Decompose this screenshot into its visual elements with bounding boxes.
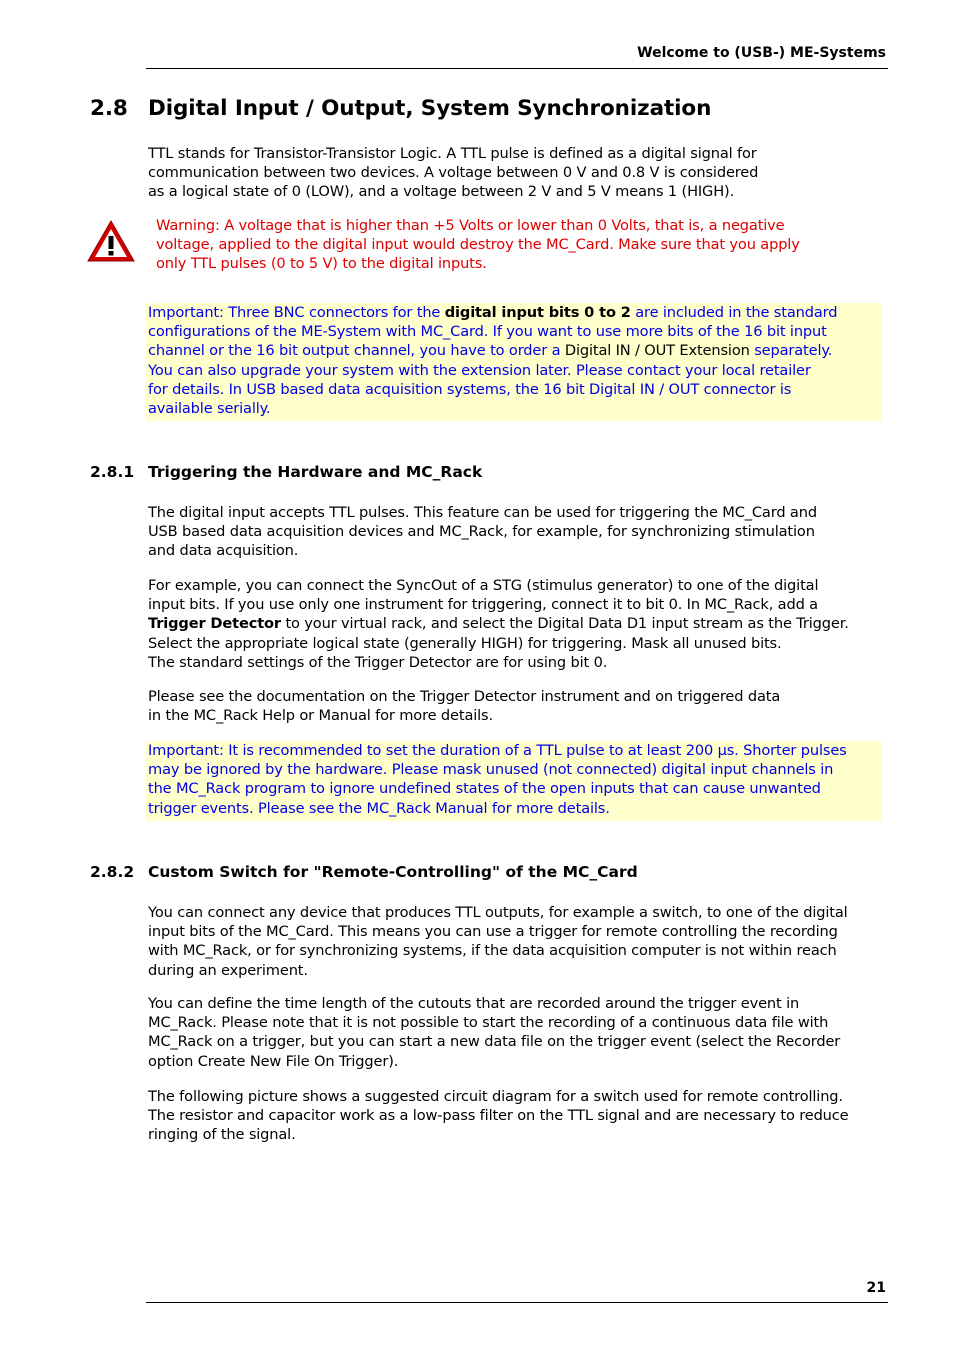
subsection-number: 2.8.1 xyxy=(90,463,135,481)
text-line: Please see the documentation on the Trigger Detector instrument and on triggered data xyxy=(148,688,781,705)
running-header: Welcome to (USB-) ME-Systems xyxy=(637,45,886,61)
text-line: TTL stands for Transistor-Transistor Logic. A TTL pulse is defined as a digital signal for xyxy=(148,145,757,162)
text-line: for details. In USB based data acquisition systems, the 16 bit Digital IN / OUT connector is xyxy=(148,380,792,398)
text-line: trigger events. Please see the MC_Rack Manual for more details. xyxy=(148,799,610,817)
text-line: Trigger Detector to your virtual rack, and select the Digital Data D1 input stream as the Trigger. xyxy=(148,615,849,633)
important-note xyxy=(146,303,882,421)
text-line: in the MC_Rack Help or Manual for more details. xyxy=(148,707,493,725)
intro-paragraph xyxy=(148,144,888,202)
page-number: 21 xyxy=(866,1280,886,1296)
text-line: input bits. If you use only one instrument for triggering, connect it to bit 0. In MC_Rack, add a xyxy=(148,596,818,614)
text-line: USB based data acquisition devices and MC_Rack, for example, for synchronizing stimulation xyxy=(148,523,815,541)
text-line: Important: It is recommended to set the duration of a TTL pulse to at least 200 µs. Shorter pulses xyxy=(148,742,847,759)
paragraph xyxy=(148,1087,888,1145)
paragraph xyxy=(148,994,888,1071)
paragraph xyxy=(148,687,888,725)
text-line: option Create New File On Trigger). xyxy=(148,1052,399,1070)
emphasis: Trigger Detector xyxy=(148,615,281,633)
text-line: The resistor and capacitor work as a low-pass filter on the TTL signal and are necessary to reduce xyxy=(148,1107,849,1125)
text-line: the MC_Rack program to ignore undefined states of the open inputs that can cause unwanted xyxy=(148,780,821,798)
text-line: The standard settings of the Trigger Detector are for using bit 0. xyxy=(148,653,608,671)
subsection-heading xyxy=(90,863,638,881)
paragraph xyxy=(148,576,888,672)
text-line: The following picture shows a suggested circuit diagram for a switch used for remote controlling. xyxy=(148,1088,843,1105)
emphasis: digital input bits 0 to 2 xyxy=(444,304,631,321)
text-line: ringing of the signal. xyxy=(148,1126,296,1144)
text-line: input bits of the MC_Card. This means you can use a trigger for remote controlling the recording xyxy=(148,923,838,941)
text-line: configurations of the ME-System with MC_Card. If you want to use more bits of the 16 bit input xyxy=(148,323,827,341)
subsection-title: Custom Switch for "Remote-Controlling" of the MC_Card xyxy=(148,863,638,881)
text-line: and data acquisition. xyxy=(148,542,299,560)
text-line: during an experiment. xyxy=(148,961,308,979)
text-line: voltage, applied to the digital input would destroy the MC_Card. Make sure that you apply xyxy=(156,236,800,254)
text-line: as a logical state of 0 (LOW), and a voltage between 2 V and 5 V means 1 (HIGH). xyxy=(148,183,735,201)
paragraph xyxy=(148,503,888,561)
paragraph xyxy=(148,903,888,980)
text-line: only TTL pulses (0 to 5 V) to the digital inputs. xyxy=(156,255,487,273)
text-line: available serially. xyxy=(148,400,271,418)
subsection-heading xyxy=(90,463,482,481)
header-rule xyxy=(146,68,888,69)
text-line: You can also upgrade your system with the extension later. Please contact your local retailer xyxy=(148,361,811,379)
subsection-title: Triggering the Hardware and MC_Rack xyxy=(148,463,483,481)
section-title: Digital Input / Output, System Synchronization xyxy=(148,96,712,121)
warning-triangle-icon xyxy=(86,218,136,264)
text-line: Important: Three BNC connectors for the digital input bits 0 to 2 are included in the standard xyxy=(148,304,838,321)
section-heading xyxy=(90,96,711,121)
subsection-number: 2.8.2 xyxy=(90,863,135,881)
text-line: MC_Rack on a trigger, but you can start a new data file on the trigger event (select the Recorder xyxy=(148,1033,841,1051)
text-line: may be ignored by the hardware. Please mask unused (not connected) digital input channels in xyxy=(148,761,834,779)
text-line: You can define the time length of the cutouts that are recorded around the trigger event in xyxy=(148,995,800,1012)
text-line: channel or the 16 bit output channel, you have to order a Digital IN / OUT Extension separately. xyxy=(148,342,833,360)
footer-rule xyxy=(146,1302,888,1303)
important-note xyxy=(146,741,882,821)
text-line: For example, you can connect the SyncOut of a STG (stimulus generator) to one of the digital xyxy=(148,577,819,594)
text-line: You can connect any device that produces TTL outputs, for example a switch, to one of the digital xyxy=(148,904,848,921)
section-number: 2.8 xyxy=(90,96,128,121)
text-line: with MC_Rack, or for synchronizing systems, if the data acquisition computer is not within reach xyxy=(148,942,837,960)
text-line: MC_Rack. Please note that it is not possible to start the recording of a continuous data file with xyxy=(148,1014,829,1032)
text-line: Warning: A voltage that is higher than +5 Volts or lower than 0 Volts, that is, a negative xyxy=(156,217,785,234)
text-line: The digital input accepts TTL pulses. This feature can be used for triggering the MC_Card and xyxy=(148,504,817,521)
text-line: Select the appropriate logical state (generally HIGH) for triggering. Mask all unused bits. xyxy=(148,634,782,652)
warning-text xyxy=(156,216,856,274)
product-name: Digital IN / OUT Extension xyxy=(564,342,750,360)
text-line: communication between two devices. A voltage between 0 V and 0.8 V is considered xyxy=(148,164,759,182)
